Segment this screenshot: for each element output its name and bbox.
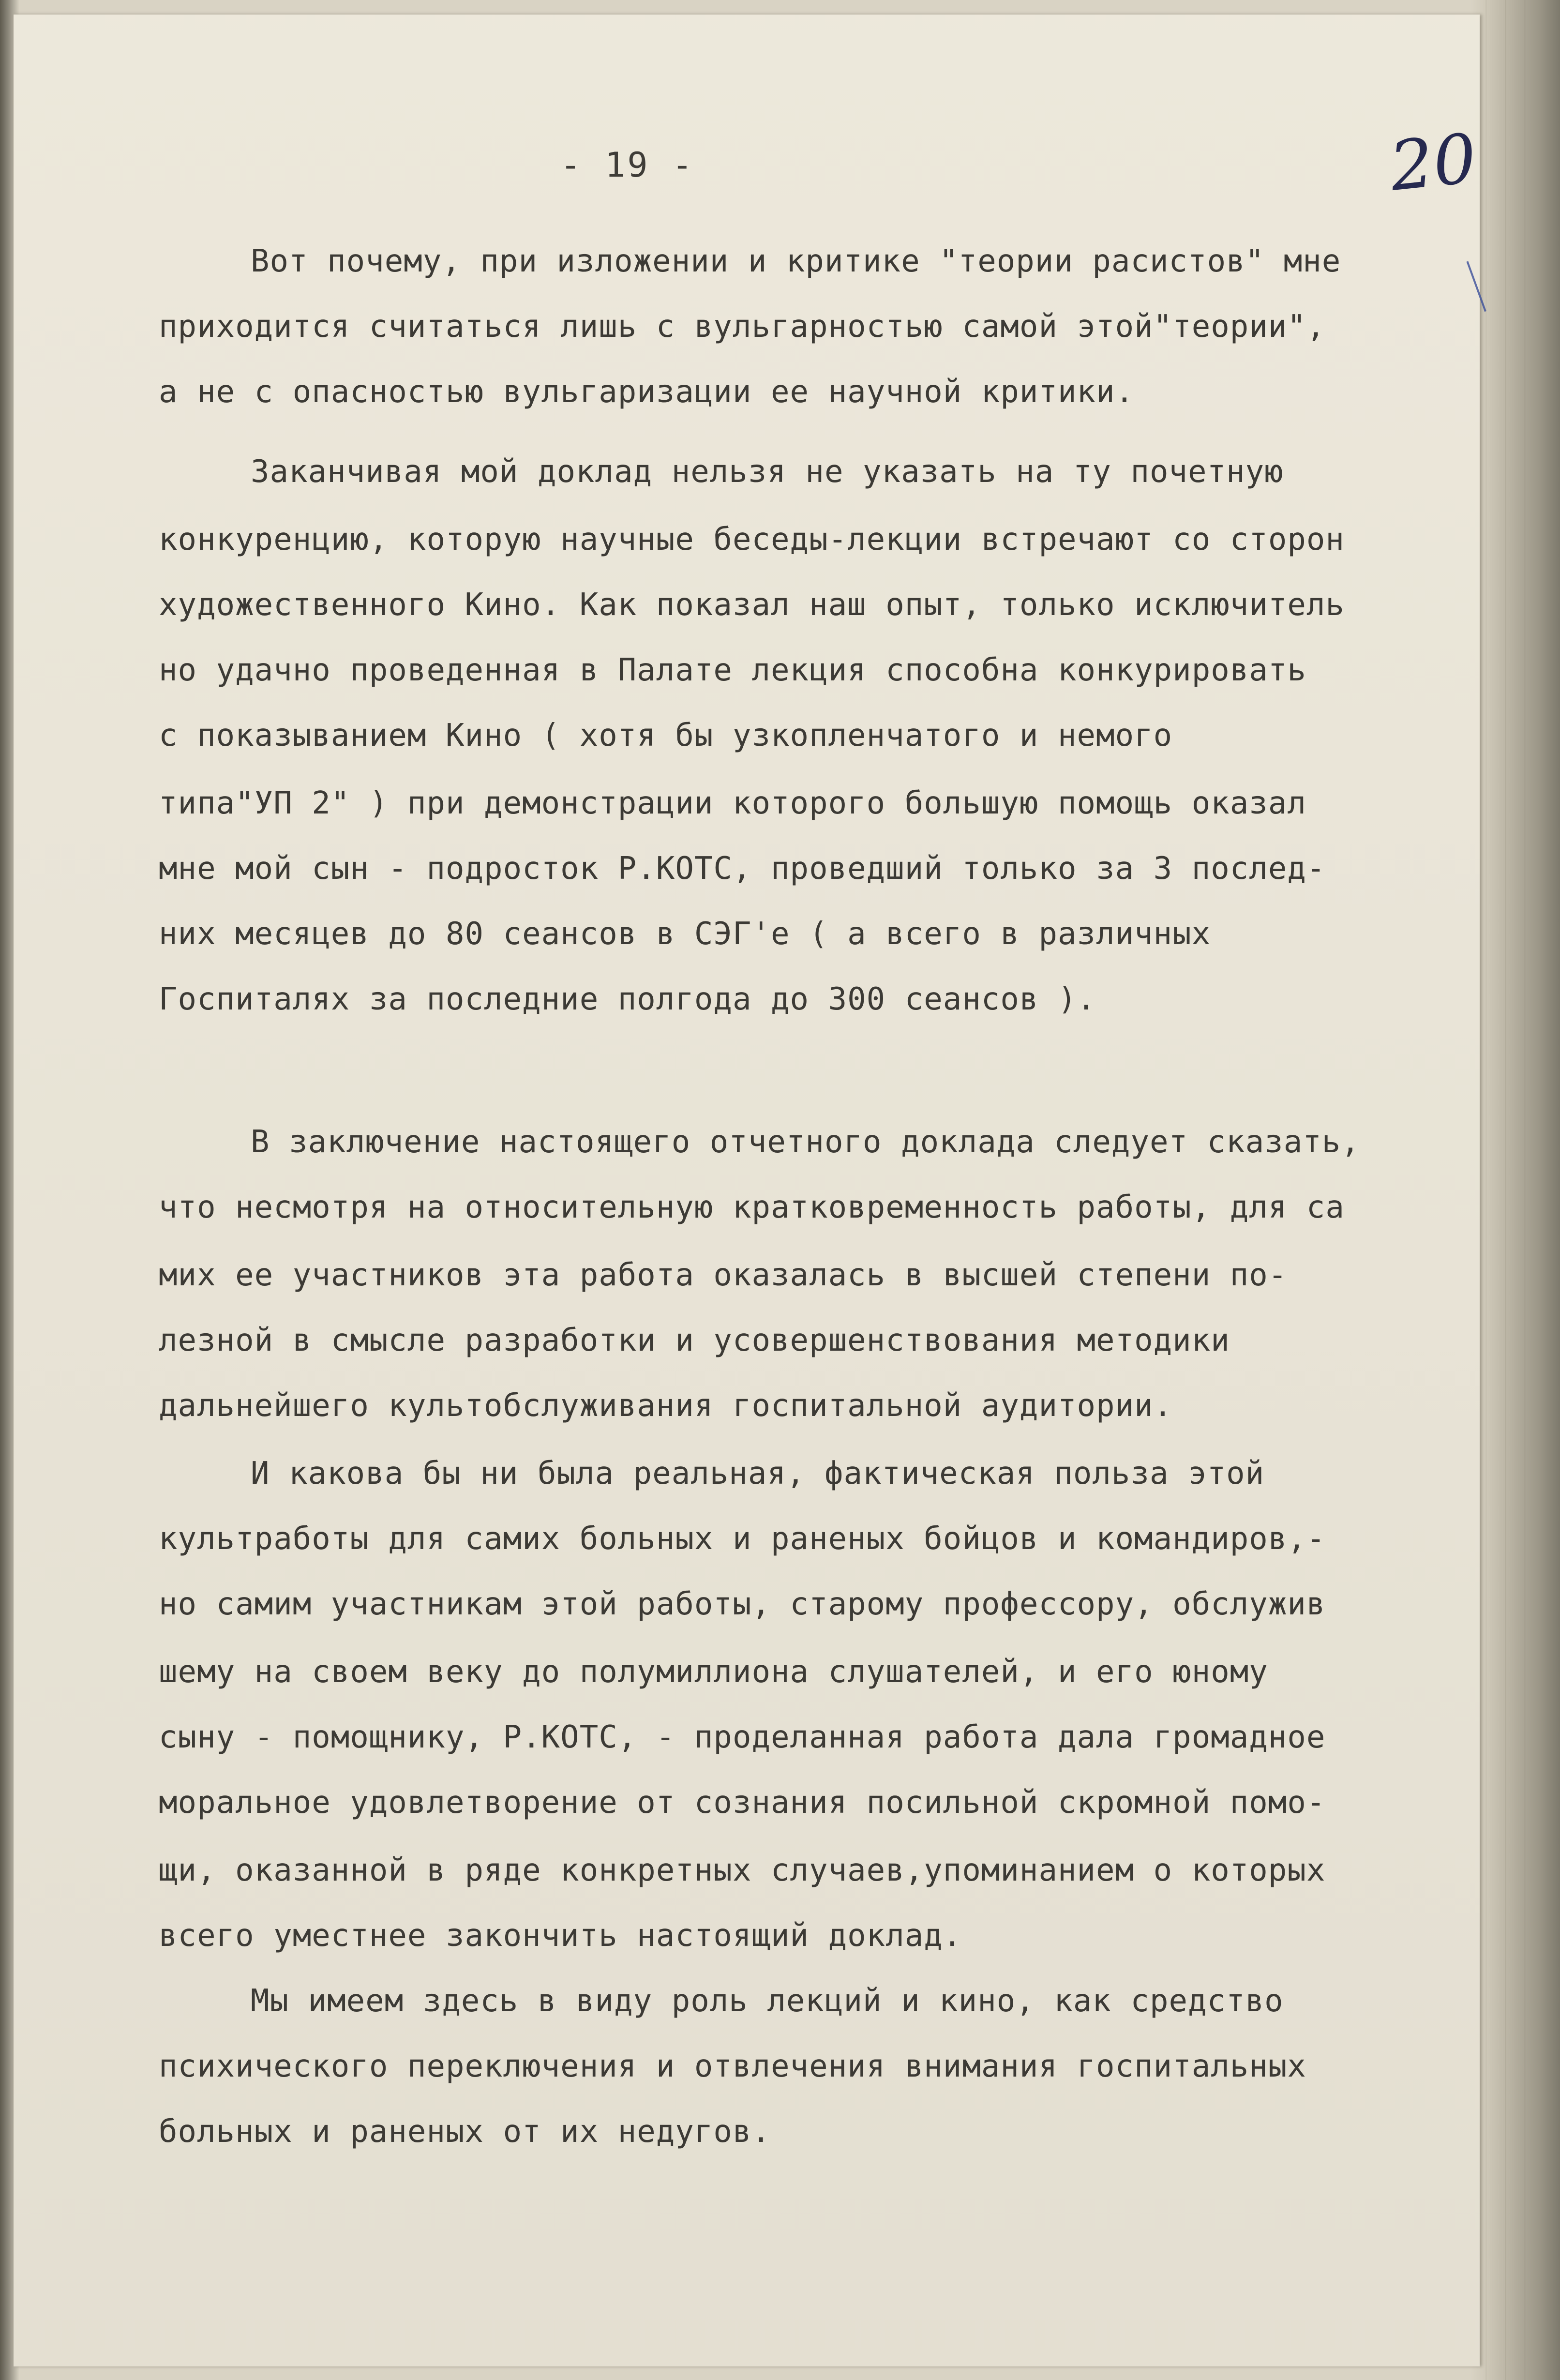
text-line: Мы имеем здесь в виду роль лекций и кино, как средство xyxy=(251,1983,1284,2019)
text-line: с показыванием Кино ( хотя бы узкопленчатого и немого xyxy=(159,718,1173,753)
text-line: дальнейшего культобслуживания госпитальной аудитории. xyxy=(159,1388,1173,1424)
text-line: что несмотря на относительную кратковременность работы, для са xyxy=(159,1190,1345,1225)
text-line: моральное удовлетворение от сознания посильной скромной помо- xyxy=(159,1785,1326,1821)
text-line: а не с опасностью вульгаризации ее научной критики. xyxy=(159,374,1135,410)
text-line: больных и раненых от их недугов. xyxy=(159,2114,771,2150)
text-line: приходится считаться лишь с вульгарностью самой этой"теории", xyxy=(159,309,1326,345)
text-line: Вот почему, при изложении и критике "теории расистов" мне xyxy=(251,243,1341,279)
text-line: Госпиталях за последние полгода до 300 сеансов ). xyxy=(159,981,1096,1017)
text-line: но самим участникам этой работы, старому профессору, обслужив xyxy=(159,1586,1326,1622)
text-line: сыну - помощнику, Р.КОТС, - проделанная работа дала громадное xyxy=(159,1719,1326,1755)
text-line: всего уместнее закончить настоящий доклад. xyxy=(159,1918,962,1954)
text-line: щи, оказанной в ряде конкретных случаев,упоминанием о которых xyxy=(159,1853,1326,1888)
text-line: мих ее участников эта работа оказалась в высшей степени по- xyxy=(159,1257,1288,1293)
typewritten-sheet xyxy=(14,15,1480,2366)
text-line: них месяцев до 80 сеансов в СЭГ'е ( а всего в различных xyxy=(159,916,1211,952)
text-line: типа"УП 2" ) при демонстрации которого большую помощь оказал xyxy=(159,785,1306,821)
margin-pencil-mark xyxy=(1467,255,1505,312)
text-line: психического переключения и отвлечения внимания госпитальных xyxy=(159,2049,1306,2084)
text-line: конкуренцию, которую научные беседы-лекции встречают со сторон xyxy=(159,522,1345,557)
text-line: но удачно проведенная в Палате лекция способна конкурировать xyxy=(159,652,1306,688)
text-line: лезной в смысле разработки и усовершенствования методики xyxy=(159,1323,1230,1358)
page-edge xyxy=(1524,0,1526,2380)
text-line: В заключение настоящего отчетного доклада следует сказать, xyxy=(251,1124,1360,1160)
text-line: Заканчивая мой доклад нельзя не указать на ту почетную xyxy=(251,454,1284,490)
text-line: художественного Кино. Как показал наш опыт, только исключитель xyxy=(159,587,1345,623)
page-edge xyxy=(1485,0,1487,2380)
text-line: шему на своем веку до полумиллиона слушателей, и его юному xyxy=(159,1654,1268,1690)
text-line: мне мой сын - подросток Р.КОТС, проведший только за 3 послед- xyxy=(159,851,1326,887)
page-number: - 19 - xyxy=(560,145,694,185)
page-edge xyxy=(1505,0,1506,2380)
text-line: И какова бы ни была реальная, фактическая польза этой xyxy=(251,1456,1265,1491)
text-line: культработы для самих больных и раненых бойцов и командиров,- xyxy=(159,1521,1326,1557)
handwritten-folio-number: 20 xyxy=(1386,119,1481,207)
